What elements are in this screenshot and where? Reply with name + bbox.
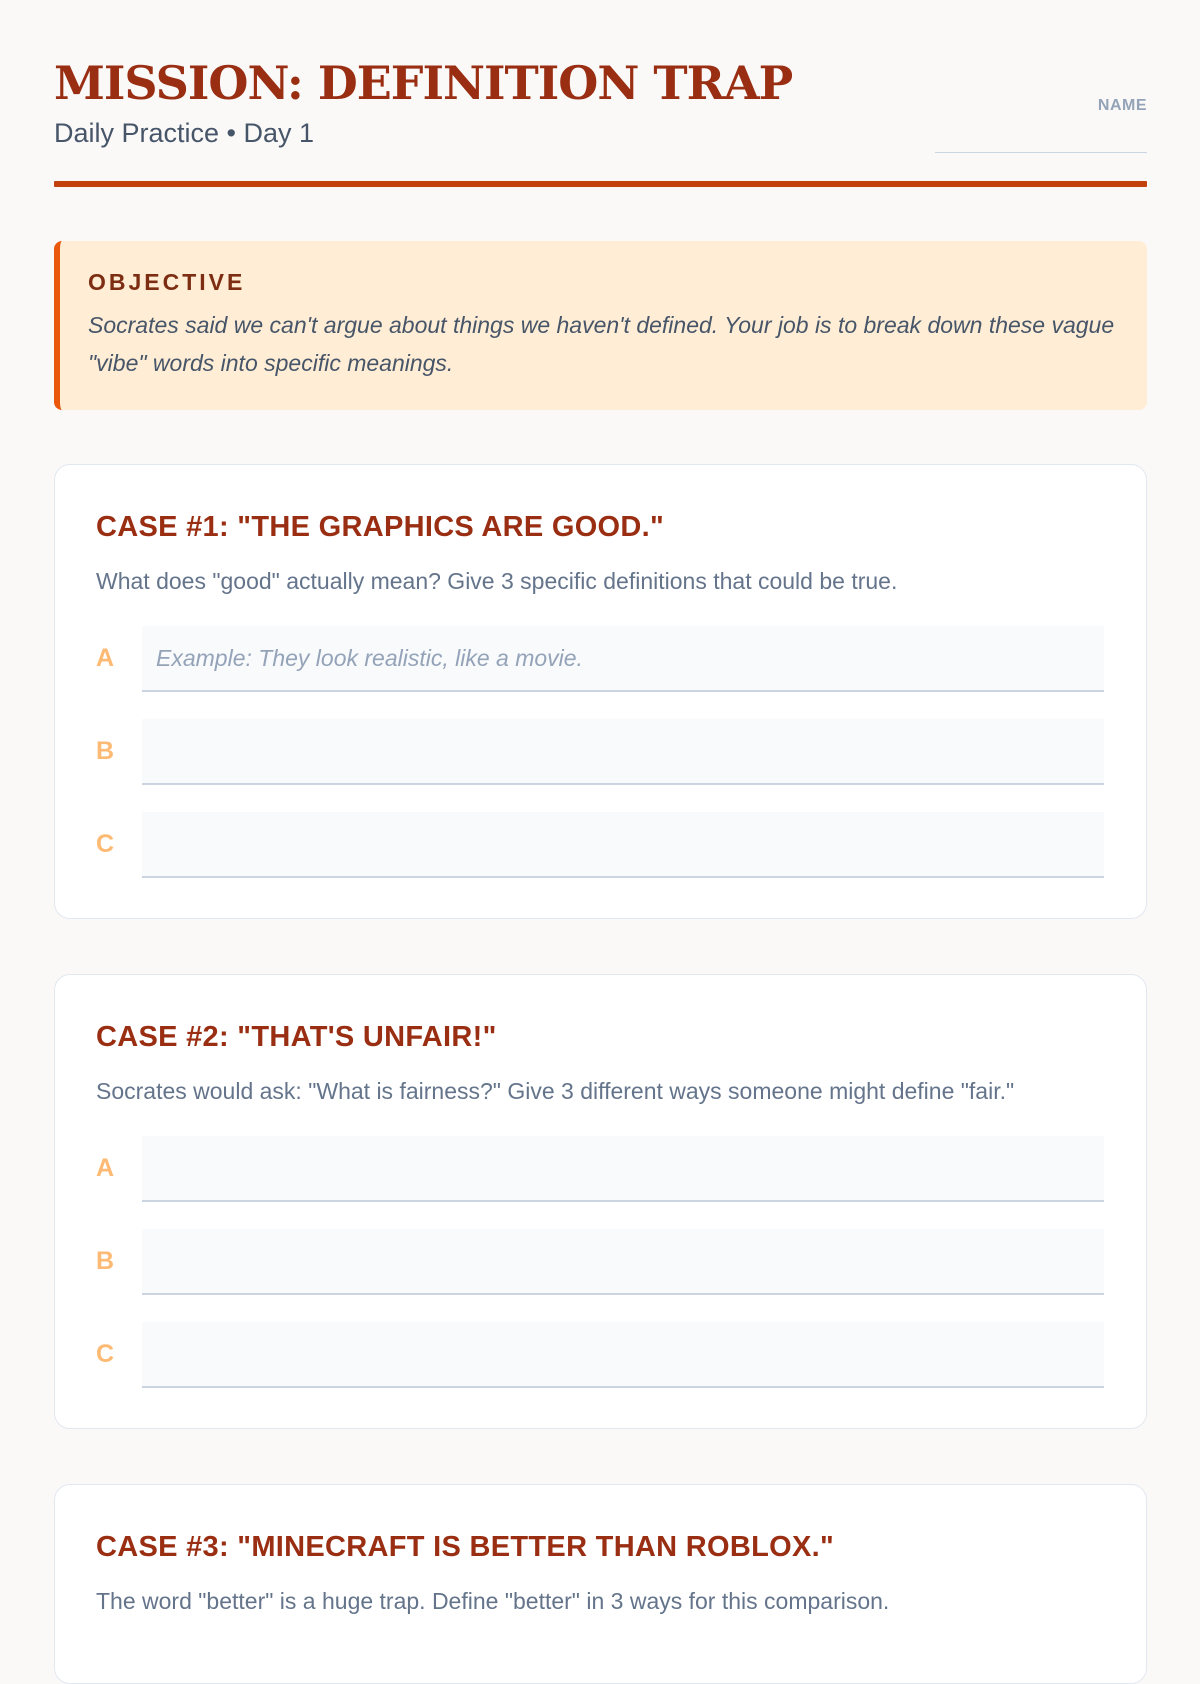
answer-row-c: [96, 1322, 1104, 1388]
case-prompt: Socrates would ask: "What is fairness?" Give 3 different ways someone might define "fair.": [96, 1078, 1015, 1104]
objective-box: [54, 241, 1147, 410]
case-card-2: [54, 974, 1147, 1429]
answer-letter: A: [96, 644, 115, 672]
worksheet-page: [54, 0, 1147, 1614]
case-title: CASE #2: "THAT'S UNFAIR!": [96, 1021, 497, 1053]
answer-row-b: [96, 719, 1104, 785]
answer-input[interactable]: [142, 1136, 1104, 1202]
answer-letter: C: [96, 1340, 115, 1368]
header-divider: [54, 181, 1147, 187]
case-card-1: [54, 464, 1147, 919]
case-prompt: What does "good" actually mean? Give 3 specific definitions that could be true.: [96, 568, 898, 594]
answer-input[interactable]: [142, 719, 1104, 785]
case-title: CASE #1: "THE GRAPHICS ARE GOOD.": [96, 511, 665, 543]
objective-label: OBJECTIVE: [88, 269, 246, 295]
answer-row-b: [96, 1229, 1104, 1295]
objective-text: Socrates said we can't argue about things we haven't defined. Your job is to break down these vague "vibe" words into specific meanings.: [88, 312, 1115, 376]
answer-row-a: [96, 626, 1104, 692]
answer-input[interactable]: [142, 1322, 1104, 1388]
case-prompt: The word "better" is a huge trap. Define "better" in 3 ways for this comparison.: [96, 1588, 890, 1614]
answer-letter: B: [96, 737, 115, 765]
case-title: CASE #3: "MINECRAFT IS BETTER THAN ROBLOX.": [96, 1531, 835, 1563]
name-field-line[interactable]: [935, 152, 1147, 153]
case-card-3: [54, 1484, 1147, 1684]
answer-row-c: [96, 812, 1104, 878]
page-subtitle: Daily Practice • Day 1: [54, 118, 315, 148]
answer-letter: B: [96, 1247, 115, 1275]
page-title: MISSION: DEFINITION TRAP: [54, 56, 793, 110]
name-label: NAME: [1097, 97, 1147, 114]
worksheet-header: [54, 0, 1147, 188]
answer-input[interactable]: [142, 626, 1104, 692]
answer-letter: A: [96, 1154, 115, 1182]
answer-input[interactable]: [142, 812, 1104, 878]
answer-letter: C: [96, 830, 115, 858]
answer-row-a: [96, 1136, 1104, 1202]
answer-input[interactable]: [142, 1229, 1104, 1295]
